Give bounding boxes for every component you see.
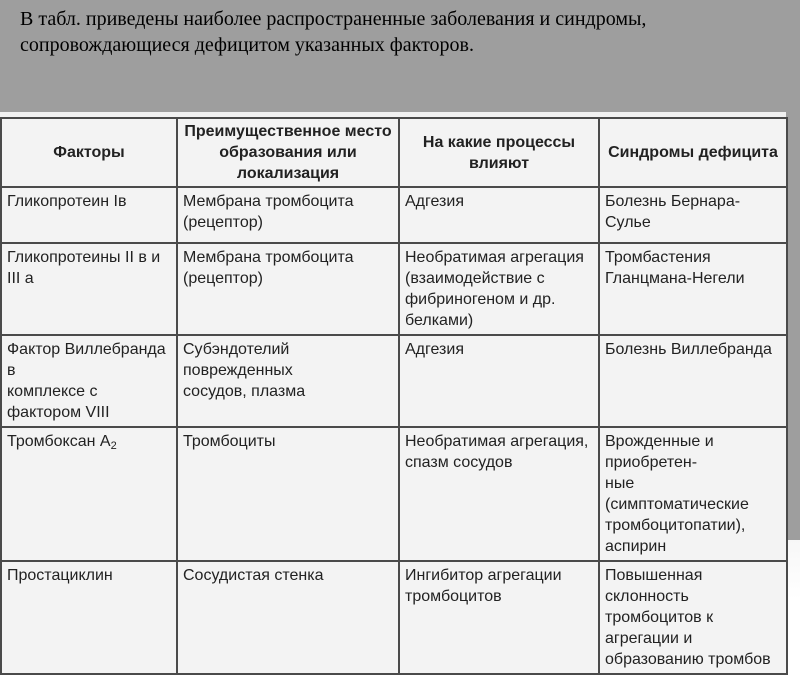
table-cell: Мембрана тромбоцита (рецептор) <box>177 187 399 243</box>
table-cell: Болезнь Бернара-Сулье <box>599 187 787 243</box>
header-location: Преимущественное место образования или локализация <box>177 118 399 187</box>
table-header-row <box>1 118 787 187</box>
table-cell: Простациклин <box>1 561 177 674</box>
table-cell: Тромбоциты <box>177 427 399 561</box>
table-cell: Гликопротеины II в и III а <box>1 243 177 335</box>
table-cell: Врожденные и приобретен- ные (симптоматические тромбоцитопатии), аспирин <box>599 427 787 561</box>
table-cell: Тромбастения Гланцмана-Негели <box>599 243 787 335</box>
table-row <box>1 561 787 674</box>
table-cell: Адгезия <box>399 187 599 243</box>
table-cell: Мембрана тромбоцита (рецептор) <box>177 243 399 335</box>
table-cell: Сосудистая стенка <box>177 561 399 674</box>
table-cell: Фактор Виллебранда в комплексе с фактором VIII <box>1 335 177 427</box>
table-row <box>1 335 787 427</box>
table-cell: Необратимая агрегация, спазм сосудов <box>399 427 599 561</box>
table-image-area <box>0 112 786 668</box>
slide-caption: В табл. приведены наиболее распространенные заболевания и синдромы, сопровождающиеся дефицитом указанных факторов. <box>20 8 647 56</box>
factors-table <box>0 117 788 675</box>
table-cell: Необратимая агрегация (взаимодействие с фибриногеном и др. белками) <box>399 243 599 335</box>
table-cell: Адгезия <box>399 335 599 427</box>
table-cell: Болезнь Виллебранда <box>599 335 787 427</box>
table-row <box>1 243 787 335</box>
table-row <box>1 187 787 243</box>
table-cell: Ингибитор агрегации тромбоцитов <box>399 561 599 674</box>
table-row <box>1 427 787 561</box>
table-cell: Повышенная склонность тромбоцитов к агрегации и образованию тромбов <box>599 561 787 674</box>
subscript-2: 2 <box>110 440 117 452</box>
table-cell: Субэндотелий поврежденных сосудов, плазма <box>177 335 399 427</box>
thromboxane-label: Тромбоксан A <box>7 433 111 450</box>
header-deficiency-syndromes: Синдромы дефицита <box>599 118 787 187</box>
header-processes: На какие процессы влияют <box>399 118 599 187</box>
table-cell <box>1 427 177 561</box>
header-factors: Факторы <box>1 118 177 187</box>
table-cell: Гликопротеин Iв <box>1 187 177 243</box>
